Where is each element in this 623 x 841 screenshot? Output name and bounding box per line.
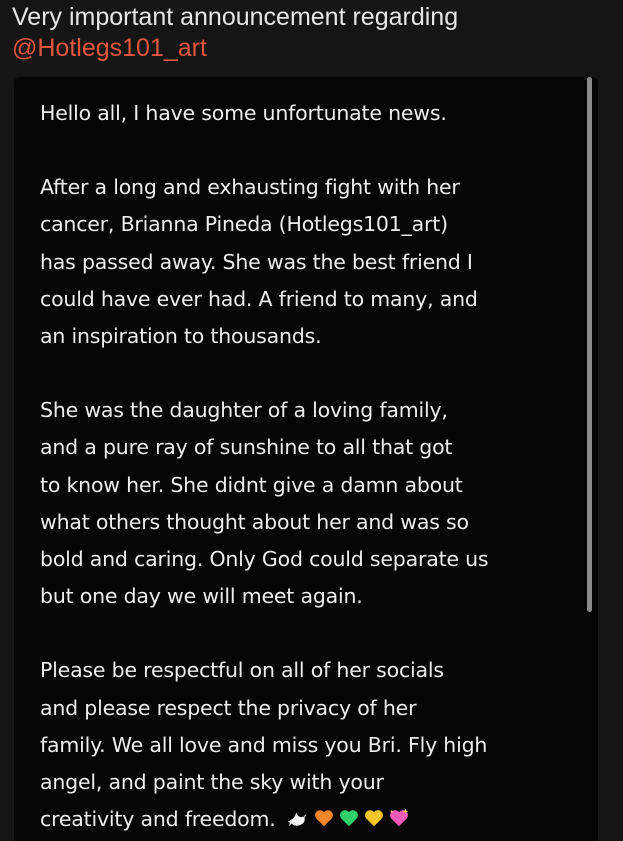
text-line: and please respect the privacy of her [40, 695, 417, 720]
text-line: creativity and freedom. [40, 807, 276, 832]
announcement-text [40, 95, 580, 838]
paragraph-2 [40, 169, 580, 355]
text-line: angel, and paint the sky with your [40, 770, 384, 795]
emoji-row [288, 807, 410, 829]
text-line: and a pure ray of sunshine to all that got [40, 435, 453, 460]
paragraph-3 [40, 392, 580, 615]
paragraph-4 [40, 652, 580, 838]
text-line: bold and caring. Only God could separate us [40, 547, 489, 572]
dove-icon [288, 807, 310, 829]
announcement-image [14, 77, 598, 841]
scrollbar[interactable] [587, 77, 592, 612]
text-line: an inspiration to thousands. [40, 324, 322, 349]
text-line: family. We all love and miss you Bri. Fly high [40, 732, 488, 757]
text-line: She was the daughter of a loving family, [40, 398, 448, 423]
text-line: Please be respectful on all of her socials [40, 658, 444, 683]
text-line: to know her. She didnt give a damn about [40, 472, 463, 497]
text-line: cancer, Brianna Pineda (Hotlegs101_art) [40, 212, 448, 237]
sparkling-heart-icon [388, 807, 410, 829]
post-title: Very important announcement regarding [12, 3, 459, 31]
green-heart-icon [338, 807, 360, 829]
text-line: but one day we will meet again. [40, 584, 363, 609]
text-line: could have ever had. A friend to many, and [40, 286, 478, 311]
text-line: what others thought about her and was so [40, 509, 469, 534]
orange-heart-icon [313, 807, 335, 829]
post-header [12, 2, 612, 64]
text-line-last [40, 801, 580, 838]
user-mention-link[interactable]: @Hotlegs101_art [12, 34, 207, 62]
paragraph-1: Hello all, I have some unfortunate news. [40, 101, 447, 125]
text-line: has passed away. She was the best friend I [40, 249, 473, 274]
text-line: After a long and exhausting fight with her [40, 175, 460, 200]
yellow-heart-icon [363, 807, 385, 829]
